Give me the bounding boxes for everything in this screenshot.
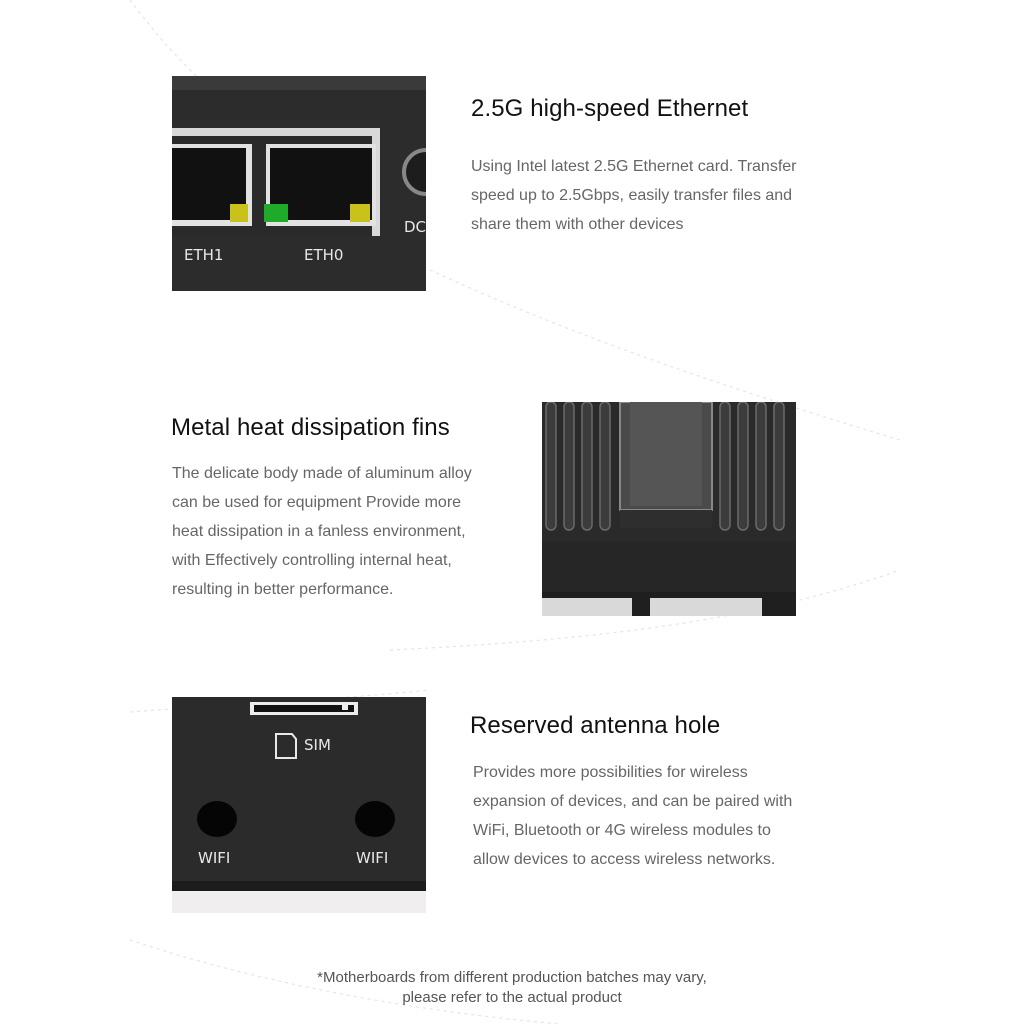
- section-title-heatsink: Metal heat dissipation fins: [171, 414, 450, 441]
- heatsink-fins-photo: [542, 402, 796, 616]
- section-description-ethernet: Using Intel latest 2.5G Ethernet card. Transfer speed up to 2.5Gbps, easily transfer files and share them with other devices: [471, 158, 797, 233]
- wifi-label-left: WIFI: [198, 849, 231, 867]
- sim-label: SIM: [304, 736, 331, 754]
- antenna-hole-icon: [355, 801, 395, 837]
- section-description-heatsink: The delicate body made of aluminum alloy can be used for equipment Provide more heat dissipation in a fanless environment, with Effectively controlling internal heat, resulting in better performance.: [172, 465, 472, 598]
- footnote-line-1: *Motherboards from different production batches may vary,: [317, 969, 707, 986]
- footnote-line-2: please refer to the actual product: [402, 989, 622, 1006]
- led-green-icon: [264, 204, 288, 222]
- port-label-eth1: ETH1: [184, 246, 224, 264]
- section-description-antenna: Provides more possibilities for wireless expansion of devices, and can be paired with WiFi, Bluetooth or 4G wireless modules to allow devices to access wireless networks.: [473, 764, 793, 868]
- section-title-ethernet: 2.5G high-speed Ethernet: [471, 95, 749, 122]
- led-yellow-icon: [350, 204, 370, 222]
- wifi-label-right: WIFI: [356, 849, 389, 867]
- ethernet-ports-photo: [172, 76, 426, 291]
- port-label-eth0: ETH0: [304, 246, 344, 264]
- antenna-holes-photo: [172, 697, 426, 913]
- led-yellow-icon: [230, 204, 248, 222]
- section-title-antenna: Reserved antenna hole: [470, 712, 721, 739]
- antenna-hole-icon: [197, 801, 237, 837]
- port-label-dc: DC: [404, 218, 426, 236]
